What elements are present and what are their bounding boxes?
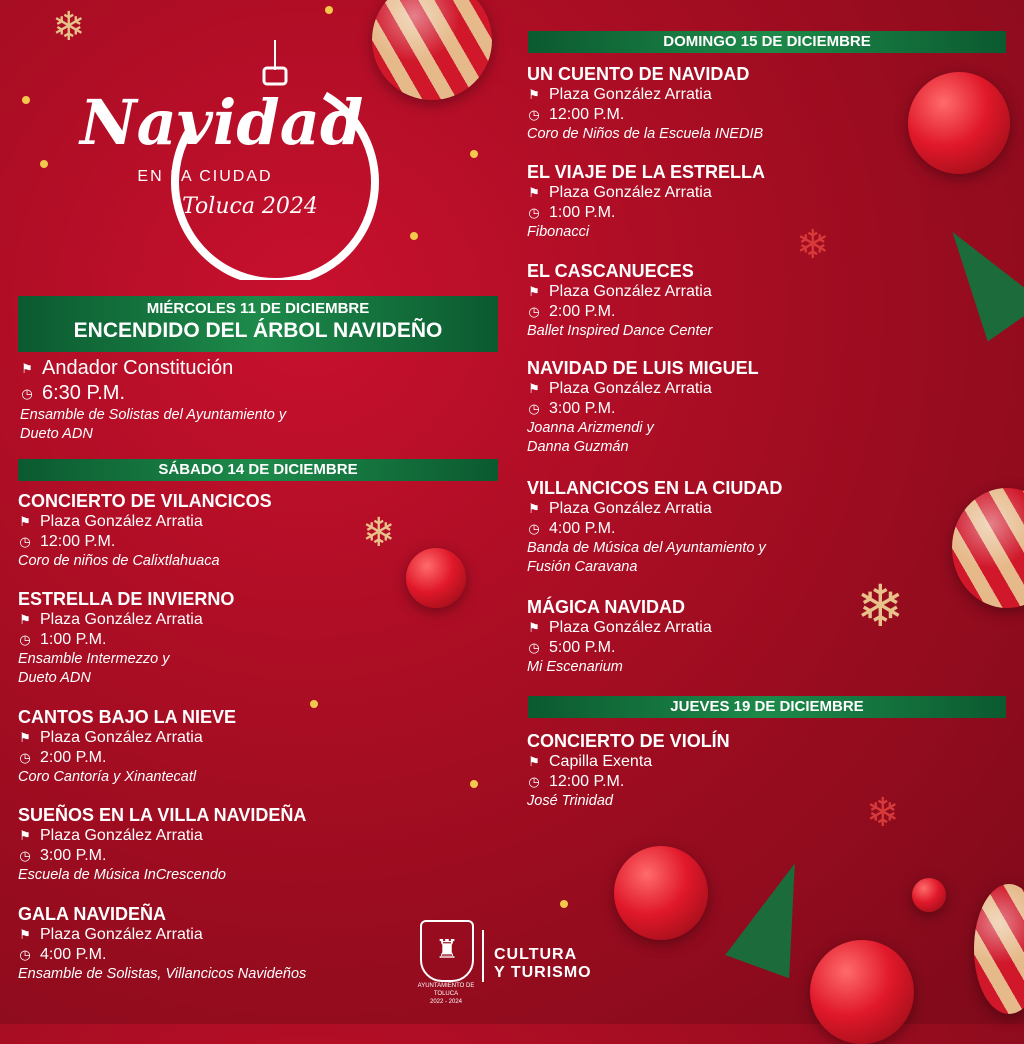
event-place-line — [18, 610, 234, 630]
event-performer: Ensamble de Solistas, Villancicos Navideños — [18, 966, 307, 982]
confetti-dot-icon — [310, 700, 318, 708]
clock-icon: ◷ — [528, 107, 540, 122]
event-place-line — [18, 925, 306, 945]
event-time-line — [527, 772, 730, 792]
clock-icon: ◷ — [19, 848, 31, 863]
brand-line: CULTURA — [494, 946, 578, 963]
confetti-dot-icon — [325, 6, 333, 14]
flag-icon: ⚑ — [528, 284, 540, 299]
event-place-line — [527, 85, 763, 105]
pine-tree-icon — [725, 852, 827, 979]
snowflake-icon: ❄ — [52, 5, 86, 49]
event-title: ESTRELLA DE INVIERNO — [18, 589, 235, 609]
event-performer: Ensamble Intermezzo y — [18, 651, 170, 667]
ayuntamiento-seal-icon: ♜ — [420, 920, 474, 982]
event-time: 4:00 P.M. — [40, 946, 107, 963]
flag-icon: ⚑ — [528, 620, 540, 635]
event-title: UN CUENTO DE NAVIDAD — [527, 64, 750, 84]
event-time-line — [18, 748, 236, 768]
event-title: GALA NAVIDEÑA — [18, 904, 166, 924]
flag-icon: ⚑ — [21, 361, 33, 376]
event-performer: Danna Guzmán — [527, 439, 629, 455]
event-place: Plaza González Arratia — [549, 500, 712, 517]
event-performer: Ballet Inspired Dance Center — [527, 323, 713, 339]
event-place-line — [18, 512, 272, 532]
event-time: 3:00 P.M. — [40, 847, 107, 864]
clock-icon: ◷ — [21, 386, 33, 401]
event-performer: Ensamble de Solistas del Ayuntamiento y — [20, 407, 287, 423]
event-title: SUEÑOS EN LA VILLA NAVIDEÑA — [18, 805, 307, 825]
wednesday-event — [20, 356, 286, 444]
sunday-banner: DOMINGO 15 DE DICIEMBRE — [528, 31, 1006, 53]
confetti-dot-icon — [410, 232, 418, 240]
event-card — [527, 161, 765, 242]
wednesday-title: ENCENDIDO DEL ÁRBOL NAVIDEÑO — [73, 319, 443, 342]
event-card — [527, 63, 763, 144]
event-performer: Escuela de Música InCrescendo — [18, 867, 226, 883]
event-place-line — [20, 356, 286, 381]
footer-divider — [482, 930, 484, 982]
clock-icon: ◷ — [528, 774, 540, 789]
flag-icon: ⚑ — [528, 87, 540, 102]
event-card — [18, 490, 272, 571]
seal-line: 2022 - 2024 — [429, 999, 463, 1005]
event-performer: Coro de Niños de la Escuela INEDIB — [527, 126, 764, 142]
event-place-line — [527, 183, 765, 203]
event-title: CANTOS BAJO LA NIEVE — [18, 707, 237, 727]
event-card — [18, 804, 306, 885]
logo-city: Toluca 2024 — [182, 194, 318, 219]
event-time: 4:00 P.M. — [549, 520, 616, 537]
event-time-line — [20, 381, 286, 406]
event-performer: Joanna Arizmendi y — [527, 420, 654, 436]
event-place-line — [527, 618, 712, 638]
event-place: Plaza González Arratia — [40, 926, 203, 943]
event-time: 3:00 P.M. — [549, 400, 616, 417]
flag-icon: ⚑ — [528, 185, 540, 200]
snowflake-icon: ❄ — [866, 791, 900, 835]
logo-subtitle: EN LA CIUDAD — [137, 168, 273, 185]
seal-line: TOLUCA — [433, 991, 459, 997]
event-time: 2:00 P.M. — [549, 303, 616, 320]
confetti-dot-icon — [560, 900, 568, 908]
event-performer: Dueto ADN — [18, 670, 91, 686]
snowflake-icon: ❄ — [856, 574, 905, 639]
event-time-line — [527, 105, 763, 125]
event-place: Capilla Exenta — [549, 753, 653, 770]
event-card — [18, 706, 236, 787]
event-title: EL VIAJE DE LA ESTRELLA — [527, 162, 766, 182]
event-time: 12:00 P.M. — [549, 106, 625, 123]
snowflake-icon: ❄ — [362, 511, 396, 555]
seal-line: AYUNTAMIENTO DE — [417, 983, 475, 989]
event-time-line — [527, 302, 712, 322]
brand-line: Y TURISMO — [494, 964, 592, 981]
event-time-line — [527, 638, 712, 658]
event-place-line — [527, 752, 730, 772]
event-time-line — [527, 519, 782, 539]
event-card — [527, 357, 759, 457]
event-card — [18, 588, 234, 688]
confetti-dot-icon — [470, 150, 478, 158]
small-ornament-icon — [912, 878, 946, 912]
event-place: Plaza González Arratia — [549, 184, 712, 201]
clock-icon: ◷ — [528, 205, 540, 220]
event-performer: Dueto ADN — [20, 426, 93, 442]
event-title: CONCIERTO DE VIOLÍN — [527, 731, 730, 751]
pine-branch-icon — [925, 212, 1024, 341]
red-ornament-icon — [810, 940, 914, 1044]
striped-ornament-icon — [952, 488, 1024, 608]
event-card — [527, 730, 730, 811]
clock-icon: ◷ — [528, 304, 540, 319]
event-title: MÁGICA NAVIDAD — [527, 597, 685, 617]
flag-icon: ⚑ — [528, 754, 540, 769]
striped-ornament-icon — [974, 884, 1024, 1014]
clock-icon: ◷ — [528, 521, 540, 536]
flag-icon: ⚑ — [528, 381, 540, 396]
star-ornament-icon — [614, 846, 708, 940]
flag-icon: ⚑ — [19, 730, 31, 745]
event-place: Plaza González Arratia — [40, 513, 203, 530]
event-place-line — [527, 499, 782, 519]
event-card — [18, 903, 306, 984]
confetti-dot-icon — [22, 96, 30, 104]
red-ornament-icon — [908, 72, 1010, 174]
event-title: VILLANCICOS EN LA CIUDAD — [527, 478, 783, 498]
event-place-line — [527, 282, 712, 302]
clock-icon: ◷ — [19, 947, 31, 962]
flag-icon: ⚑ — [19, 927, 31, 942]
event-time: 2:00 P.M. — [40, 749, 107, 766]
event-time-line — [18, 532, 272, 552]
event-place: Plaza González Arratia — [40, 827, 203, 844]
confetti-dot-icon — [40, 160, 48, 168]
snowflake-icon: ❄ — [796, 223, 830, 267]
event-time: 1:00 P.M. — [40, 631, 107, 648]
event-card — [527, 260, 712, 341]
wednesday-banner — [18, 296, 498, 352]
event-performer: Mi Escenarium — [527, 659, 623, 675]
event-time-line — [18, 630, 234, 650]
event-title: EL CASCANUECES — [527, 261, 694, 281]
cultura-turismo-brand — [494, 946, 592, 982]
logo-title: Navidad — [80, 86, 364, 159]
flag-icon: ⚑ — [19, 514, 31, 529]
event-time-line — [18, 945, 306, 965]
flag-icon: ⚑ — [19, 828, 31, 843]
event-place: Plaza González Arratia — [40, 611, 203, 628]
event-place-line — [18, 728, 236, 748]
event-performer: Banda de Música del Ayuntamiento y — [527, 540, 766, 556]
event-time-line — [527, 203, 765, 223]
star-ornament-icon — [406, 548, 466, 608]
clock-icon: ◷ — [528, 401, 540, 416]
event-performer: Fibonacci — [527, 224, 590, 240]
event-place: Plaza González Arratia — [40, 729, 203, 746]
ornament-ring-icon — [90, 40, 380, 280]
event-card — [527, 477, 782, 577]
event-time: 6:30 P.M. — [42, 382, 126, 404]
event-time-line — [18, 846, 306, 866]
event-time: 12:00 P.M. — [40, 533, 116, 550]
event-performer: José Trinidad — [527, 793, 613, 809]
flag-icon: ⚑ — [19, 612, 31, 627]
event-time: 12:00 P.M. — [549, 773, 625, 790]
event-place: Plaza González Arratia — [549, 619, 712, 636]
thursday-banner: JUEVES 19 DE DICIEMBRE — [528, 696, 1006, 718]
saturday-banner: SÁBADO 14 DE DICIEMBRE — [18, 459, 498, 481]
event-card — [527, 596, 712, 677]
clock-icon: ◷ — [19, 632, 31, 647]
event-place-line — [527, 379, 759, 399]
seal-caption — [408, 982, 484, 1006]
flag-icon: ⚑ — [528, 501, 540, 516]
event-time: 1:00 P.M. — [549, 204, 616, 221]
event-performer: Coro Cantoría y Xinantecatl — [18, 769, 197, 785]
striped-ornament-icon — [372, 0, 492, 100]
event-place-line — [18, 826, 306, 846]
event-performer: Coro de niños de Calixtlahuaca — [18, 553, 220, 569]
event-performer: Fusión Caravana — [527, 559, 638, 575]
event-title: NAVIDAD DE LUIS MIGUEL — [527, 358, 759, 378]
event-time: 5:00 P.M. — [549, 639, 616, 656]
event-title: CONCIERTO DE VILANCICOS — [18, 491, 272, 511]
event-place: Plaza González Arratia — [549, 283, 712, 300]
event-time-line — [527, 399, 759, 419]
clock-icon: ◷ — [19, 750, 31, 765]
confetti-dot-icon — [470, 780, 478, 788]
clock-icon: ◷ — [19, 534, 31, 549]
clock-icon: ◷ — [528, 640, 540, 655]
wednesday-date: MIÉRCOLES 11 DE DICIEMBRE — [146, 300, 370, 317]
event-place: Andador Constitución — [42, 357, 234, 379]
event-place: Plaza González Arratia — [549, 380, 712, 397]
event-place: Plaza González Arratia — [549, 86, 712, 103]
